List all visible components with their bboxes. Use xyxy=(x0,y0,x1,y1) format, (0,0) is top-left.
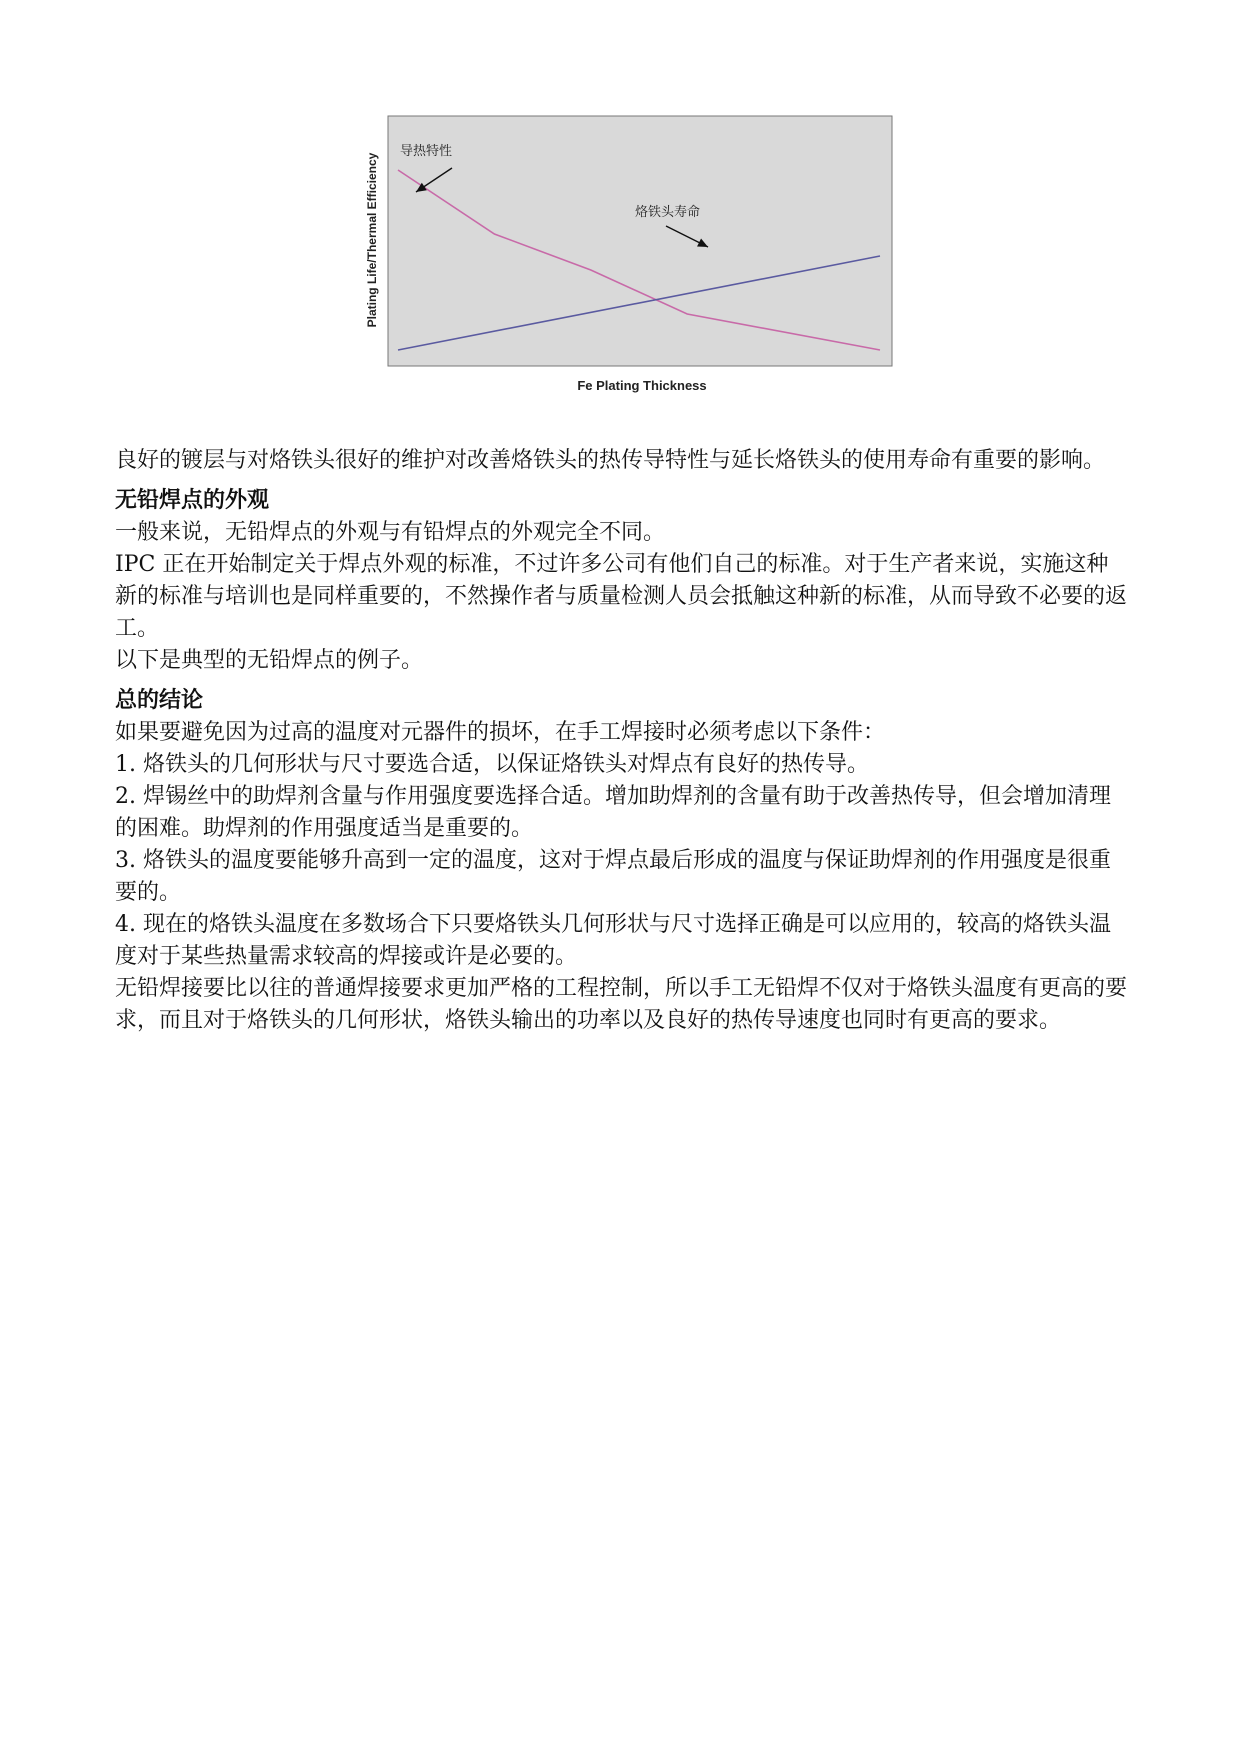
heading-appearance: 无铅焊点的外观 xyxy=(115,488,270,513)
list-item-1: 1. 烙铁头的几何形状与尺寸要选合适，以保证烙铁头对焊点有良好的热传导。 xyxy=(115,752,869,777)
paragraph-summary: 无铅焊接要比以往的普通焊接要求更加严格的工程控制，所以手工无铅焊不仅对于烙铁头温度有更高的要求，而且对于烙铁头的几何形状，烙铁头输出的功率以及良好的热传导速度也同时有更高的要求。 xyxy=(115,976,1128,1033)
annotation-label-1: 导热特性 xyxy=(400,144,453,159)
x-axis-label: Fe Plating Thickness xyxy=(577,378,707,393)
list-item-2: 2. 焊锡丝中的助焊剂含量与作用强度要选择合适。增加助焊剂的含量有助于改善热传导，但会增加清理的困难。助焊剂的作用强度适当是重要的。 xyxy=(115,784,1111,841)
chart-svg xyxy=(360,110,900,400)
chart-figure xyxy=(360,110,900,400)
list-item-4: 4. 现在的烙铁头温度在多数场合下只要烙铁头几何形状与尺寸选择正确是可以应用的，较高的烙铁头温度对于某些热量需求较高的焊接或许是必要的。 xyxy=(115,912,1111,969)
heading-conclusion: 总的结论 xyxy=(115,688,204,713)
paragraph-examples: 以下是典型的无铅焊点的例子。 xyxy=(115,648,424,673)
list-item-3: 3. 烙铁头的温度要能够升高到一定的温度，这对于焊点最后形成的温度与保证助焊剂的作用强度是很重要的。 xyxy=(115,848,1111,905)
y-axis-label: Plating Life/Thermal Efficiency xyxy=(365,152,379,328)
plot-area xyxy=(388,116,892,366)
document-body xyxy=(115,445,1127,1037)
paragraph-conditions: 如果要避免因为过高的温度对元器件的损坏，在手工焊接时必须考虑以下条件： xyxy=(115,720,886,745)
annotation-label-2: 烙铁头寿命 xyxy=(635,205,701,220)
paragraph-intro: 良好的镀层与对烙铁头很好的维护对改善烙铁头的热传导特性与延长烙铁头的使用寿命有重要的影响。 xyxy=(115,448,1106,473)
paragraph-appearance: 一般来说，无铅焊点的外观与有铅焊点的外观完全不同。 xyxy=(115,520,666,545)
paragraph-ipc: IPC 正在开始制定关于焊点外观的标准，不过许多公司有他们自己的标准。对于生产者来说，实施这种新的标准与培训也是同样重要的，不然操作者与质量检测人员会抵触这种新的标准，从而导致不必要的返工。 xyxy=(115,552,1128,641)
